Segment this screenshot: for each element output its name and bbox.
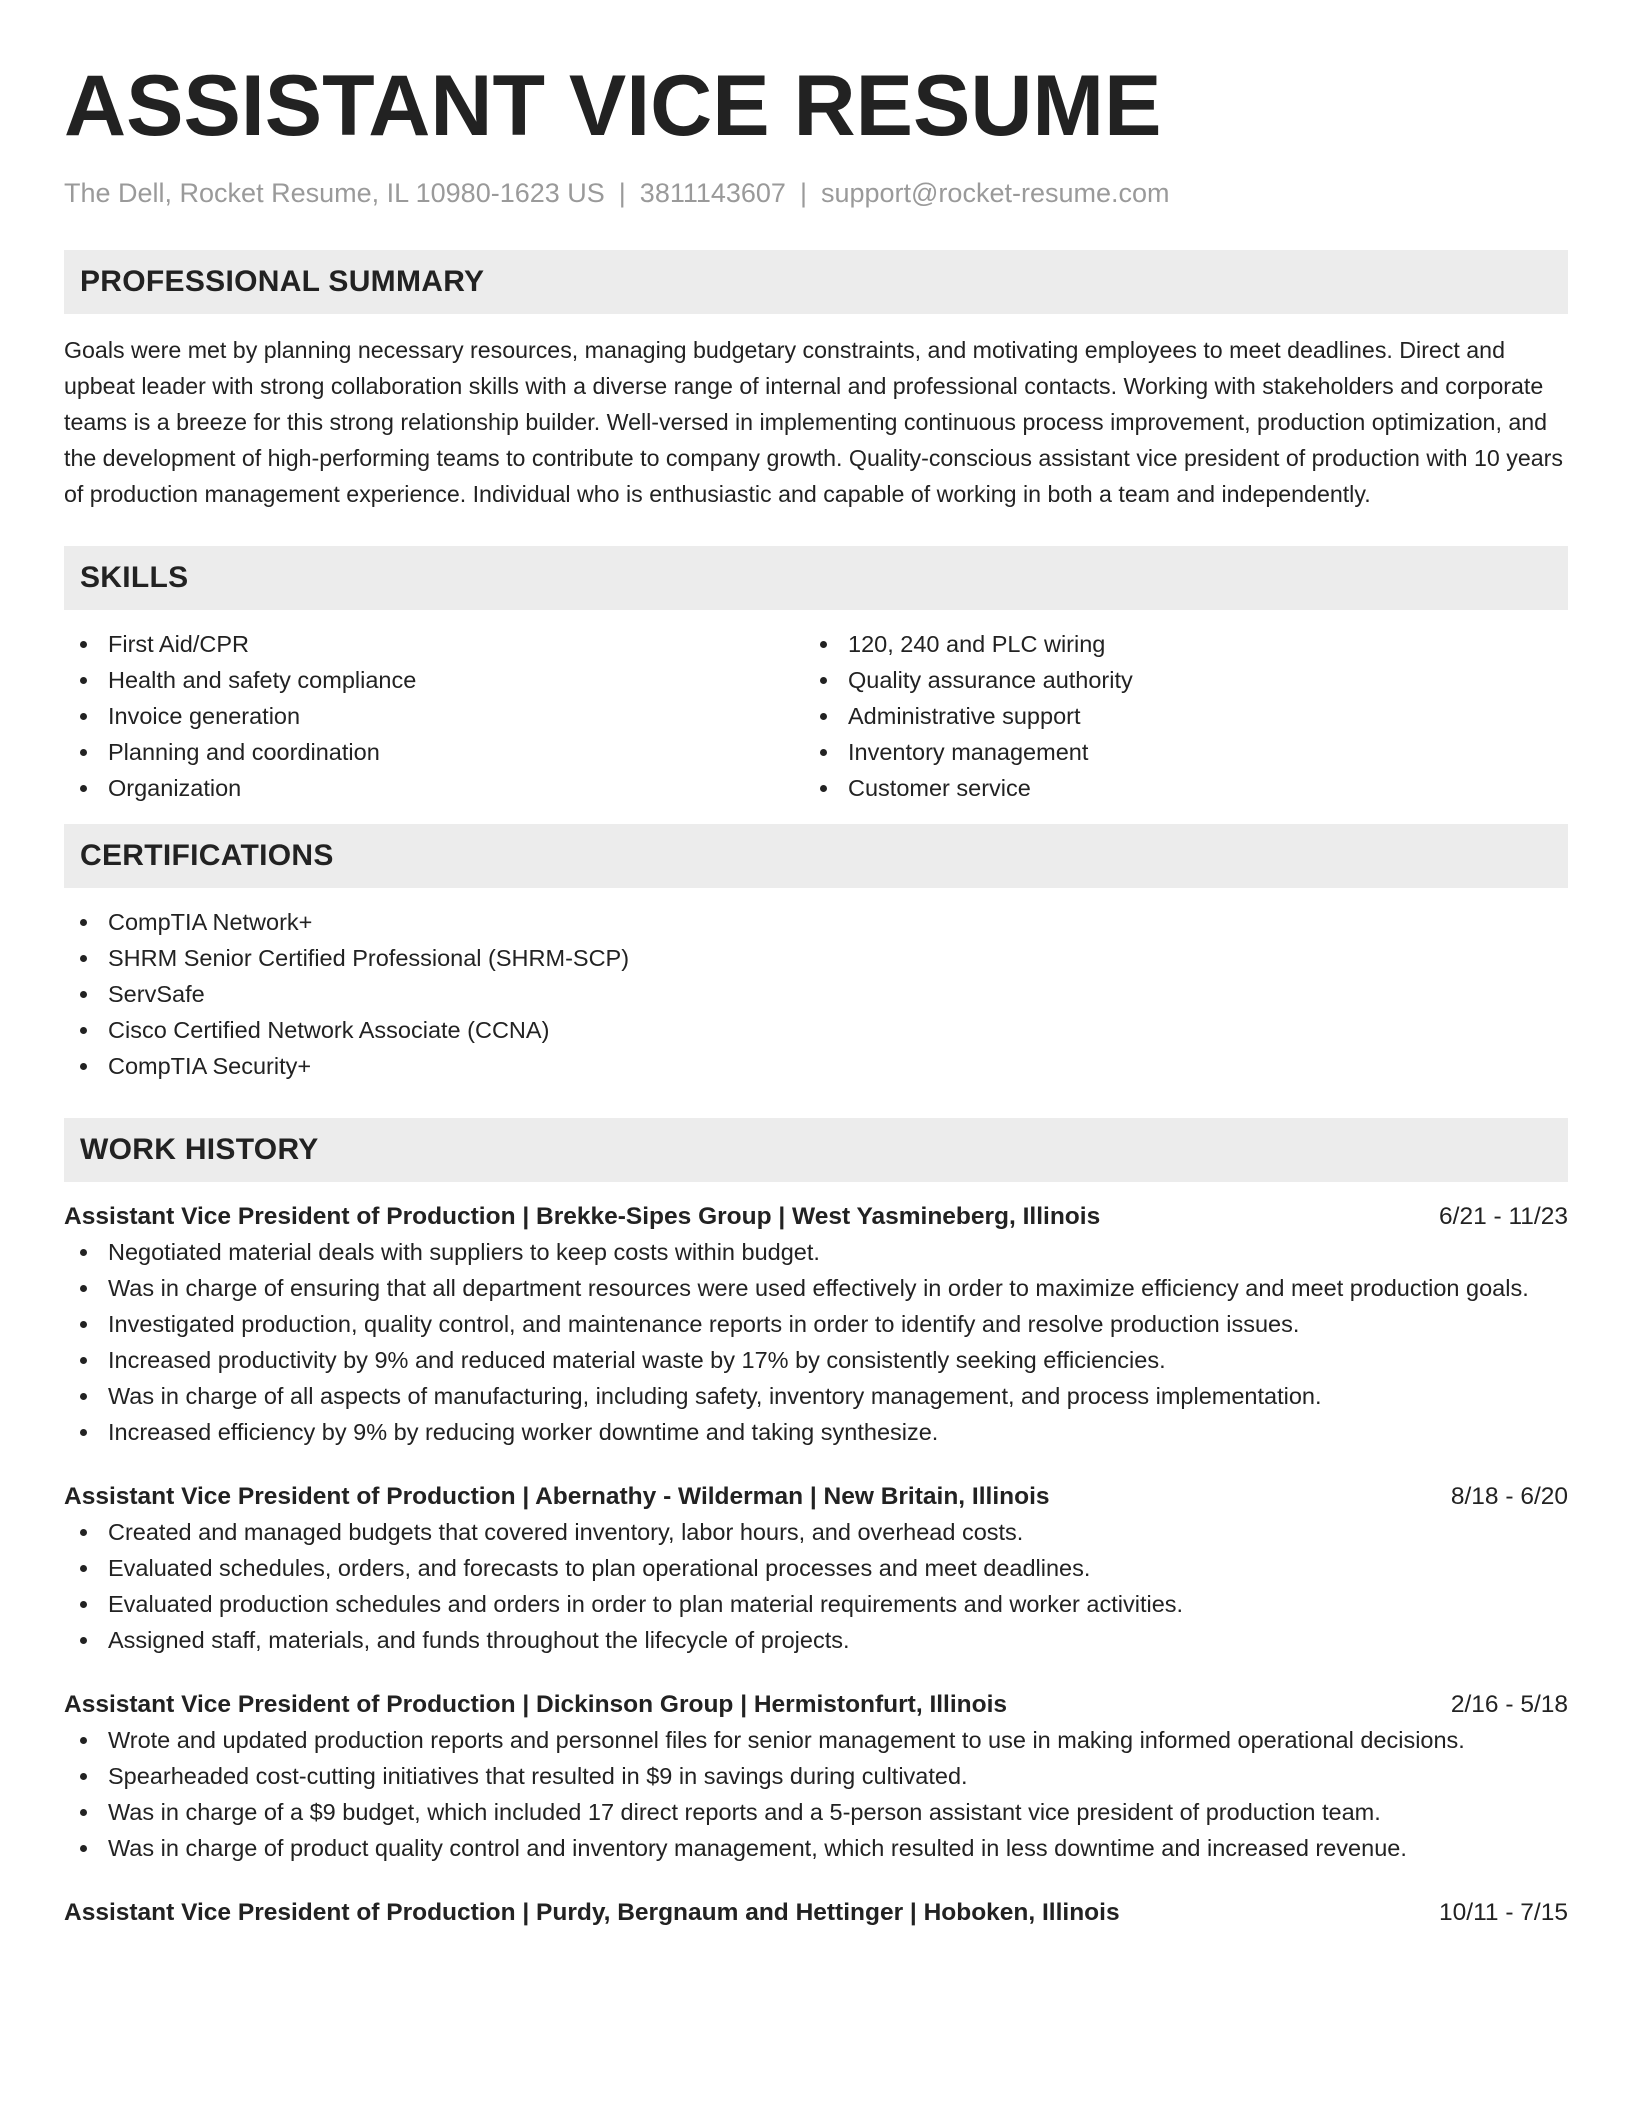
job-dates: 8/18 - 6/20 <box>1450 1483 1568 1510</box>
job-header <box>64 1480 1568 1514</box>
contact-line <box>64 176 1568 210</box>
job-entry <box>64 1896 1568 1930</box>
job-bullets <box>64 1234 1568 1450</box>
job-title: Assistant Vice President of Production | Purdy, Bergnaum and Hettinger | Hoboken, Illinois <box>64 1899 1120 1926</box>
skill-item: 120, 240 and PLC wiring <box>804 626 1544 662</box>
job-header <box>64 1896 1568 1930</box>
job-bullet: Increased efficiency by 9% by reducing worker downtime and taking synthesize. <box>64 1414 1568 1450</box>
job-bullets <box>64 1722 1568 1866</box>
job-dates: 2/16 - 5/18 <box>1450 1691 1568 1718</box>
job-header <box>64 1688 1568 1722</box>
job-dates: 10/11 - 7/15 <box>1439 1899 1568 1926</box>
skill-item: Planning and coordination <box>64 734 804 770</box>
job-bullets <box>64 1514 1568 1658</box>
skills-list <box>64 626 1568 806</box>
certifications-list <box>64 904 1568 1084</box>
job-bullet: Was in charge of a $9 budget, which included 17 direct reports and a 5-person assistant vice president of production team. <box>64 1794 1568 1830</box>
job-title: Assistant Vice President of Production | Abernathy - Wilderman | New Britain, Illinois <box>64 1483 1050 1510</box>
resume-name: ASSISTANT VICE RESUME <box>64 58 1162 154</box>
job-bullet: Negotiated material deals with suppliers to keep costs within budget. <box>64 1234 1568 1270</box>
contact-phone: 3811143607 <box>639 178 786 208</box>
contact-email: support@rocket-resume.com <box>820 178 1170 208</box>
job-title: Assistant Vice President of Production | Brekke-Sipes Group | West Yasmineberg, Illinois <box>64 1203 1101 1230</box>
section-heading-work-history: WORK HISTORY <box>64 1118 1568 1182</box>
job-title: Assistant Vice President of Production | Dickinson Group | Hermistonfurt, Illinois <box>64 1691 1008 1718</box>
job-bullet: Was in charge of all aspects of manufacturing, including safety, inventory management, and process implementation. <box>64 1378 1568 1414</box>
skill-item: Invoice generation <box>64 698 804 734</box>
job-bullet: Assigned staff, materials, and funds throughout the lifecycle of projects. <box>64 1622 1568 1658</box>
job-bullet: Evaluated schedules, orders, and forecasts to plan operational processes and meet deadlines. <box>64 1550 1568 1586</box>
section-heading-certifications: CERTIFICATIONS <box>64 824 1568 888</box>
contact-separator: | <box>799 178 807 208</box>
job-header <box>64 1200 1568 1234</box>
job-bullet: Created and managed budgets that covered inventory, labor hours, and overhead costs. <box>64 1514 1568 1550</box>
certification-item: Cisco Certified Network Associate (CCNA) <box>64 1012 1568 1048</box>
skills-column-right <box>804 626 1544 806</box>
job-bullet: Investigated production, quality control, and maintenance reports in order to identify and resolve production issues. <box>64 1306 1568 1342</box>
job-bullet: Wrote and updated production reports and personnel files for senior management to use in making informed operational decisions. <box>64 1722 1568 1758</box>
job-bullet: Was in charge of product quality control and inventory management, which resulted in less downtime and increased revenue. <box>64 1830 1568 1866</box>
skill-item: First Aid/CPR <box>64 626 804 662</box>
summary-text: Goals were met by planning necessary resources, managing budgetary constraints, and motivating employees to meet deadlines. Direct and upbeat leader with strong collaboration skills with a diverse range of internal and professional contacts. Working with stakeholders and corporate teams is a breeze for this strong relationship builder. Well-versed in implementing continuous process improvement, production optimization, and the development of high-performing teams to contribute to company growth. Quality-conscious assistant vice president of production with 10 years of production management experience. Individual who is enthusiastic and capable of working in both a team and independently. <box>64 337 1563 507</box>
skill-item: Organization <box>64 770 804 806</box>
section-heading-skills: SKILLS <box>64 546 1568 610</box>
certification-item: SHRM Senior Certified Professional (SHRM-SCP) <box>64 940 1568 976</box>
skill-item: Inventory management <box>804 734 1544 770</box>
job-entry <box>64 1688 1568 1866</box>
job-bullet: Spearheaded cost-cutting initiatives that resulted in $9 in savings during cultivated. <box>64 1758 1568 1794</box>
certification-item: CompTIA Network+ <box>64 904 1568 940</box>
skill-item: Health and safety compliance <box>64 662 804 698</box>
job-entry <box>64 1480 1568 1658</box>
contact-separator: | <box>618 178 626 208</box>
job-bullet: Increased productivity by 9% and reduced material waste by 17% by consistently seeking efficiencies. <box>64 1342 1568 1378</box>
skill-item: Administrative support <box>804 698 1544 734</box>
certification-item: CompTIA Security+ <box>64 1048 1568 1084</box>
contact-address: The Dell, Rocket Resume, IL 10980-1623 US <box>64 178 605 208</box>
job-dates: 6/21 - 11/23 <box>1439 1203 1568 1230</box>
job-bullet: Was in charge of ensuring that all department resources were used effectively in order to maximize efficiency and meet production goals. <box>64 1270 1568 1306</box>
skill-item: Customer service <box>804 770 1544 806</box>
job-bullet: Evaluated production schedules and orders in order to plan material requirements and worker activities. <box>64 1586 1568 1622</box>
skills-column-left <box>64 626 804 806</box>
job-entry <box>64 1200 1568 1450</box>
certification-item: ServSafe <box>64 976 1568 1012</box>
section-heading-summary: PROFESSIONAL SUMMARY <box>64 250 1568 314</box>
skill-item: Quality assurance authority <box>804 662 1544 698</box>
